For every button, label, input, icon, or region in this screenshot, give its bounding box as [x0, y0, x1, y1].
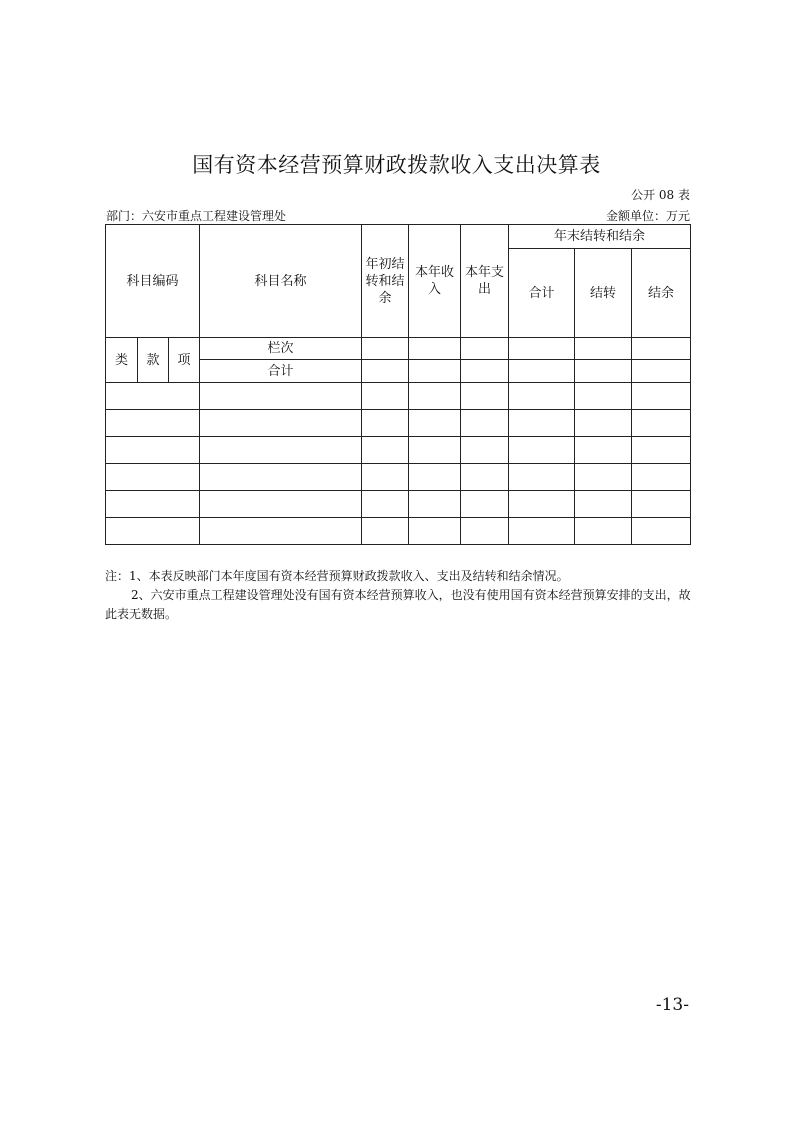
table-cell: [409, 437, 461, 464]
table-cell: [575, 491, 632, 518]
begin-balance-header: 年初结转和结余: [362, 225, 409, 338]
year-income-header: 本年收入: [409, 225, 461, 338]
table-cell: [362, 383, 409, 410]
table-cell: [461, 410, 509, 437]
table-cell: [461, 491, 509, 518]
table-cell: [575, 410, 632, 437]
table-cell: [575, 360, 632, 383]
department-label: 部门：六安市重点工程建设管理处: [106, 209, 287, 223]
table-row: [106, 464, 691, 491]
notes-section: [105, 567, 693, 624]
table-cell: [200, 464, 362, 491]
table-cell: [632, 338, 691, 360]
table-row: [106, 437, 691, 464]
table-cell: [106, 491, 200, 518]
page-number: -13-: [655, 995, 689, 1015]
table-cell: [409, 491, 461, 518]
table-cell: [106, 518, 200, 545]
table-cell: [200, 383, 362, 410]
table-cell: [362, 491, 409, 518]
year-end-total-header: 合计: [509, 249, 575, 338]
table-cell: [200, 491, 362, 518]
table-cell: [509, 410, 575, 437]
table-cell: [575, 437, 632, 464]
table-cell: [575, 518, 632, 545]
year-end-carry-header: 结转: [575, 249, 632, 338]
table-cell: [409, 464, 461, 491]
subject-name-header: 科目名称: [200, 225, 362, 338]
note-2: 2、六安市重点工程建设管理处没有国有资本经营预算收入，也没有使用国有资本经营预算安排的支出，故此表无数据。: [105, 588, 691, 621]
table-cell: [409, 360, 461, 383]
table-cell: [632, 410, 691, 437]
note-1: 注：1、本表反映部门本年度国有资本经营预算财政拨款收入、支出及结转和结余情况。: [105, 569, 569, 583]
budget-table: [105, 224, 691, 545]
table-cell: [362, 437, 409, 464]
table-cell: [509, 518, 575, 545]
table-cell: [509, 437, 575, 464]
table-cell: [509, 338, 575, 360]
table-cell: [409, 338, 461, 360]
table-cell: [632, 464, 691, 491]
table-cell: [362, 410, 409, 437]
lanci-label: 栏次: [200, 338, 362, 360]
table-cell: [200, 437, 362, 464]
table-cell: [409, 383, 461, 410]
table-cell: [509, 464, 575, 491]
table-cell: [575, 338, 632, 360]
xiang-header: 项: [169, 338, 200, 383]
table-cell: [362, 518, 409, 545]
table-row: [106, 383, 691, 410]
table-cell: [461, 518, 509, 545]
table-row-lanci: [106, 338, 691, 360]
table-cell: [461, 437, 509, 464]
table-cell: [106, 437, 200, 464]
lei-header: 类: [106, 338, 138, 383]
table-row: [106, 491, 691, 518]
table-cell: [106, 383, 200, 410]
table-cell: [409, 410, 461, 437]
table-cell: [362, 338, 409, 360]
table-row: [106, 518, 691, 545]
table-cell: [632, 491, 691, 518]
heji-label: 合计: [200, 360, 362, 383]
kuan-header: 款: [138, 338, 169, 383]
table-cell: [575, 383, 632, 410]
table-cell: [632, 383, 691, 410]
table-row: [106, 410, 691, 437]
table-cell: [632, 518, 691, 545]
subject-code-header: 科目编码: [106, 225, 200, 338]
year-end-group-header: 年末结转和结余: [509, 225, 691, 249]
year-end-surplus-header: 结余: [632, 249, 691, 338]
table-cell: [461, 360, 509, 383]
amount-unit-label: 金额单位：万元: [605, 209, 690, 223]
table-cell: [362, 464, 409, 491]
page-title: 国有资本经营预算财政拨款收入支出决算表: [192, 153, 601, 177]
table-cell: [509, 491, 575, 518]
table-cell: [409, 518, 461, 545]
table-cell: [632, 437, 691, 464]
table-cell: [509, 383, 575, 410]
table-cell: [106, 410, 200, 437]
table-cell: [632, 360, 691, 383]
form-number: 公开 08 表: [631, 188, 690, 202]
table-cell: [461, 464, 509, 491]
table-cell: [575, 464, 632, 491]
table-cell: [200, 410, 362, 437]
year-expense-header: 本年支出: [461, 225, 509, 338]
table-cell: [106, 464, 200, 491]
table-cell: [461, 383, 509, 410]
table-cell: [509, 360, 575, 383]
table-cell: [200, 518, 362, 545]
header-row-1: [106, 225, 691, 249]
table-cell: [461, 338, 509, 360]
table-cell: [362, 360, 409, 383]
